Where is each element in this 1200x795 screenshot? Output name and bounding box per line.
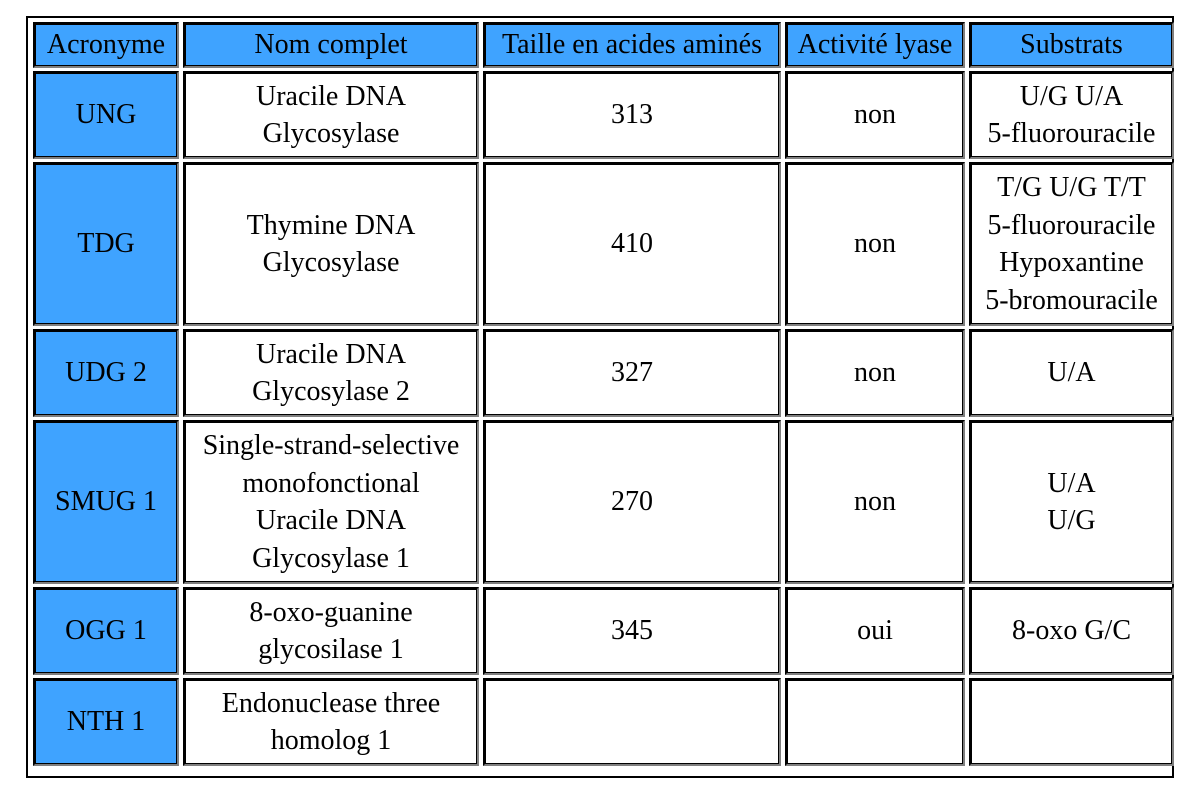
table-row (33, 678, 1174, 766)
table-row (33, 71, 1174, 159)
table-row (33, 587, 1174, 675)
cell-size (483, 678, 781, 766)
cell-acronym: NTH 1 (33, 678, 179, 766)
cell-lyase: non (785, 162, 965, 326)
header-activite-lyase: Activité lyase (785, 22, 965, 68)
table-row (33, 420, 1174, 584)
cell-substrates (969, 678, 1174, 766)
cell-lyase: non (785, 329, 965, 417)
cell-lyase: oui (785, 587, 965, 675)
cell-size: 327 (483, 329, 781, 417)
header-acronyme: Acronyme (33, 22, 179, 68)
cell-substrates: U/A (969, 329, 1174, 417)
cell-acronym: UDG 2 (33, 329, 179, 417)
cell-lyase (785, 678, 965, 766)
cell-substrates: T/G U/G T/T 5-fluorouracile Hypoxantine 5-bromouracile (969, 162, 1174, 326)
header-taille: Taille en acides aminés (483, 22, 781, 68)
cell-substrates: U/A U/G (969, 420, 1174, 584)
cell-full-name: 8-oxo-guanine glycosilase 1 (183, 587, 479, 675)
cell-size: 410 (483, 162, 781, 326)
table-header-row (33, 22, 1174, 68)
cell-acronym: UNG (33, 71, 179, 159)
cell-substrates: 8-oxo G/C (969, 587, 1174, 675)
header-nom-complet: Nom complet (183, 22, 479, 68)
cell-acronym: OGG 1 (33, 587, 179, 675)
cell-full-name: Uracile DNA Glycosylase 2 (183, 329, 479, 417)
cell-full-name: Endonuclease three homolog 1 (183, 678, 479, 766)
cell-size: 345 (483, 587, 781, 675)
cell-full-name: Uracile DNA Glycosylase (183, 71, 479, 159)
table-row (33, 329, 1174, 417)
cell-lyase: non (785, 71, 965, 159)
header-substrats: Substrats (969, 22, 1174, 68)
glycosylase-table (29, 19, 1178, 769)
cell-full-name: Single-strand-selective monofonctional Uracile DNA Glycosylase 1 (183, 420, 479, 584)
cell-full-name: Thymine DNA Glycosylase (183, 162, 479, 326)
table-frame (26, 16, 1174, 778)
cell-size: 270 (483, 420, 781, 584)
cell-acronym: SMUG 1 (33, 420, 179, 584)
table-row (33, 162, 1174, 326)
cell-acronym: TDG (33, 162, 179, 326)
cell-lyase: non (785, 420, 965, 584)
cell-substrates: U/G U/A 5-fluorouracile (969, 71, 1174, 159)
cell-size: 313 (483, 71, 781, 159)
